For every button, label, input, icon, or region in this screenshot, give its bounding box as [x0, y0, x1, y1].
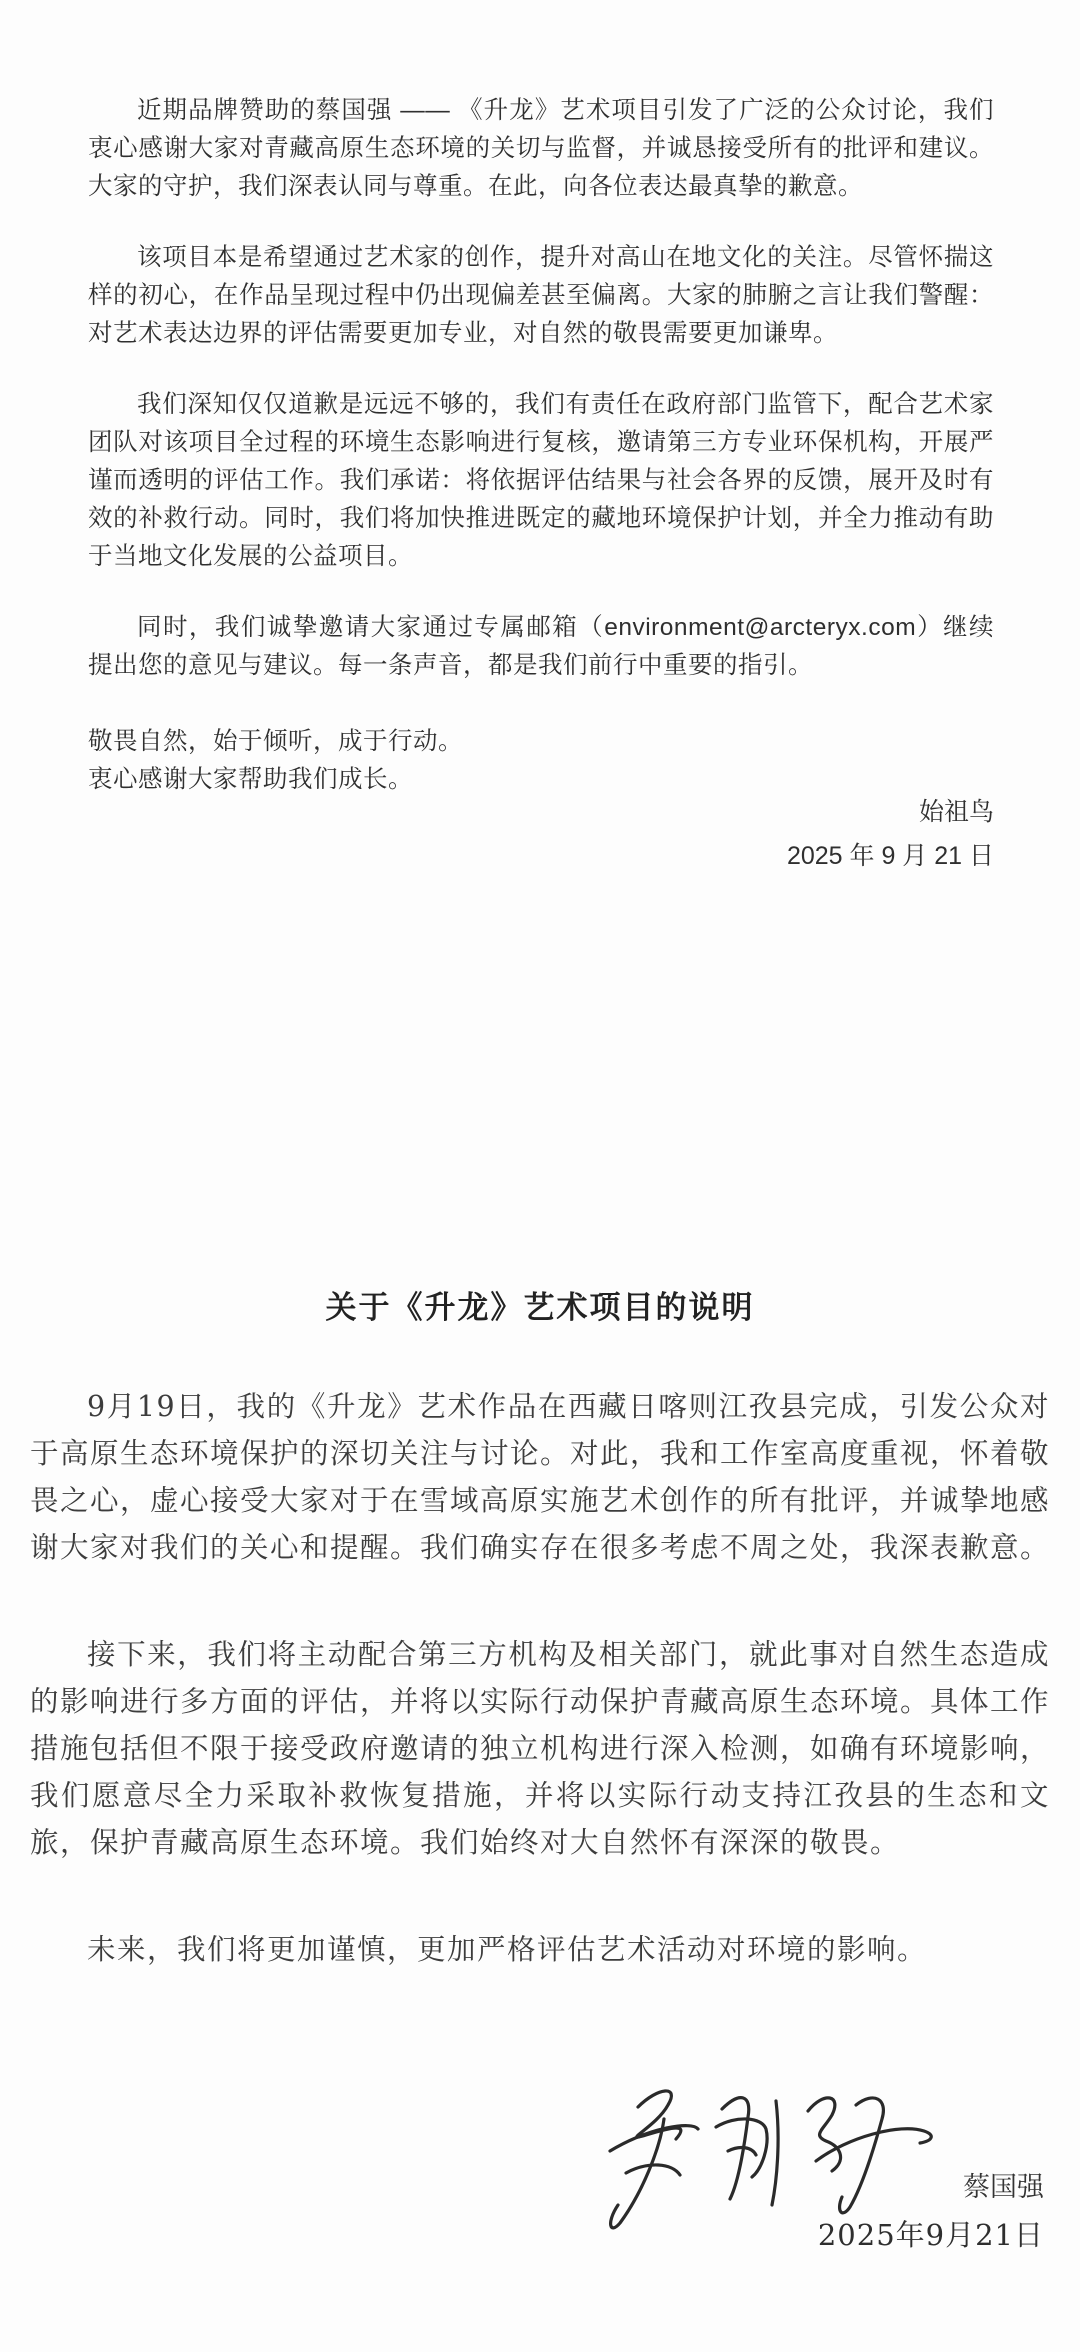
statement-paragraph: 我们深知仅仅道歉是远远不够的，我们有责任在政府部门监管下，配合艺术家团队对该项目全过程的环境生态影响进行复核，邀请第三方专业环保机构，开展严谨而透明的评估工作。我们承诺：将依据评估结果与社会各界的反馈，展开及时有效的补救行动。同时，我们将加快推进既定的藏地环境保护计划，并全力推动有助于当地文化发展的公益项目。	[88, 391, 994, 570]
brand-statement-date: 2025 年 9 月 21 日	[786, 842, 994, 870]
statement-paragraph: 9月19日，我的《升龙》艺术作品在西藏日喀则江孜县完成，引发公众对于高原生态环境保护的深切关注与讨论。对此，我和工作室高度重视，怀着敬畏之心，虚心接受大家对于在雪域高原实施艺术创作的所有批评，并诚挚地感谢大家对我们的关心和提醒。我们确实存在很多考虑不周之处，我深表歉意。	[30, 1390, 1051, 1564]
statement-paragraph: 近期品牌赞助的蔡国强 —— 《升龙》艺术项目引发了广泛的公众讨论，我们衷心感谢大家对青藏高原生态环境的关切与监督，并诚恳接受所有的批评和建议。大家的守护，我们深表认同与尊重。在此，向各位表达最真挚的歉意。	[88, 97, 994, 200]
statement-paragraph: 接下来，我们将主动配合第三方机构及相关部门，就此事对自然生态造成的影响进行多方面的评估，并将以实际行动保护青藏高原生态环境。具体工作措施包括但不限于接受政府邀请的独立机构进行深入检测，如确有环境影响，我们愿意尽全力采取补救恢复措施，并将以实际行动支持江孜县的生态和文旅，保护青藏高原生态环境。我们始终对大自然怀有深深的敬畏。	[30, 1638, 1051, 1859]
artist-printed-name: 蔡国强	[963, 2172, 1044, 2203]
brand-signature-block	[787, 790, 994, 878]
closing-line: 敬畏自然，始于倾听，成于行动。	[88, 728, 463, 755]
statement-paragraph: 未来，我们将更加谨慎，更加严格评估艺术活动对环境的影响。	[87, 1933, 928, 1966]
artist-statement	[30, 1282, 1050, 1973]
brand-signer-name: 始祖鸟	[918, 798, 994, 826]
brand-statement	[88, 92, 994, 799]
artist-signature-block	[0, 2055, 1050, 2315]
closing-block	[88, 723, 994, 799]
statement-paragraph-email: 同时，我们诚挚邀请大家通过专属邮箱（environment@arcteryx.com）继续提出您的意见与建议。每一条声音，都是我们前行中重要的指引。	[88, 614, 994, 679]
statement-paragraph: 该项目本是希望通过艺术家的创作，提升对高山在地文化的关注。尽管怀揣这样的初心，在作品呈现过程中仍出现偏差甚至偏离。大家的肺腑之言让我们警醒：对艺术表达边界的评估需要更加专业，对自然的敬畏需要更加谦卑。	[88, 244, 994, 347]
artist-statement-title: 关于《升龙》艺术项目的说明	[325, 1290, 755, 1326]
artist-statement-date: 2025年9月21日	[817, 2218, 1044, 2252]
closing-line: 衷心感谢大家帮助我们成长。	[88, 766, 413, 793]
